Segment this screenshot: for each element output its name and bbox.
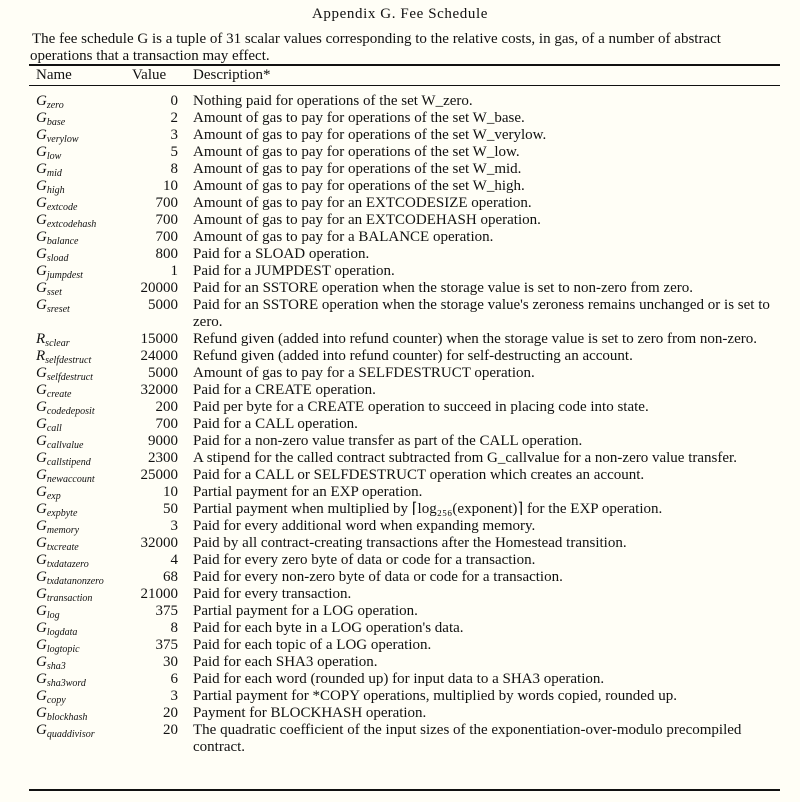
fee-symbol: G [36,620,47,636]
table-row [29,484,780,501]
table-row [29,671,780,688]
fee-subscript: log [46,610,60,621]
table-row [29,416,780,433]
fee-description: Nothing paid for operations of the set W_zero. [193,93,473,109]
fee-name [36,297,70,318]
fee-subscript: txcreate [46,542,79,553]
fee-subscript: verylow [46,134,79,145]
fee-symbol: G [36,671,47,687]
fee-value: 32000 [140,535,178,551]
table-row [29,246,780,263]
table-header-rule [29,85,780,86]
intro-paragraph: The fee schedule G is a tuple of 31 scalar values corresponding to the relative costs, in gas, of a number of abstract operations that a transaction may effect. [30,31,721,64]
fee-value: 700 [155,229,178,245]
table-row [29,229,780,246]
table-row [29,263,780,280]
fee-subscript: base [46,117,66,128]
table-row [29,501,780,518]
fee-subscript: copy [46,695,66,706]
table-row [29,178,780,195]
fee-value: 8 [170,620,178,636]
fee-subscript: callstipend [46,457,91,468]
fee-description: Paid for a CALL operation. [193,416,358,432]
fee-symbol: G [36,586,47,602]
table-row [29,467,780,484]
fee-symbol: G [36,722,47,738]
fee-value: 21000 [140,586,178,602]
fee-symbol: G [36,450,47,466]
fee-subscript: selfdestruct [46,372,93,383]
fee-symbol: G [36,212,47,228]
table-bottom-rule [29,789,780,791]
fee-subscript: newaccount [46,474,95,485]
table-row [29,518,780,535]
fee-table-body [29,93,780,756]
fee-value: 32000 [140,382,178,398]
fee-subscript: extcodehash [46,219,97,230]
fee-value: 5 [170,144,178,160]
fee-description: Paid for each byte in a LOG operation's data. [193,620,464,636]
fee-symbol: G [36,144,47,160]
fee-value: 3 [170,127,178,143]
table-row [29,586,780,603]
fee-value: 375 [155,637,178,653]
fee-value: 50 [163,501,178,517]
fee-description: Paid for a SLOAD operation. [193,246,370,262]
fee-symbol: G [36,705,47,721]
table-row [29,348,780,365]
fee-value: 200 [155,399,178,415]
fee-subscript: sload [46,253,69,264]
fee-symbol: G [36,416,47,432]
fee-subscript: low [46,151,62,162]
fee-description: Paid for an SSTORE operation when the storage value is set to non-zero from zero. [193,280,694,296]
fee-subscript: sreset [46,304,70,315]
table-row [29,552,780,569]
table-row [29,212,780,229]
table-row [29,450,780,467]
fee-description: Partial payment for *COPY operations, multiplied by words copied, rounded up. [193,688,677,704]
table-row [29,144,780,161]
fee-value: 375 [155,603,178,619]
fee-subscript: quaddivisor [46,729,95,740]
fee-subscript: transaction [46,593,93,604]
table-row [29,161,780,178]
fee-description: The quadratic coefficient of the input sizes of the exponentiation-over-modulo precompiled contract. [193,722,742,755]
table-row [29,127,780,144]
fee-subscript: balance [46,236,79,247]
fee-subscript: create [46,389,72,400]
fee-subscript: exp [46,491,61,502]
fee-description: Amount of gas to pay for a BALANCE operation. [193,229,494,245]
fee-description: Partial payment for an EXP operation. [193,484,423,500]
fee-description: Payment for BLOCKHASH operation. [193,705,427,721]
table-row [29,705,780,722]
section-heading: Appendix G. Fee Schedule [311,6,489,22]
fee-symbol: G [36,178,47,194]
fee-subscript: logtopic [46,644,80,655]
fee-description: Paid per byte for a CREATE operation to succeed in placing code into state. [193,399,649,415]
fee-symbol: G [36,280,47,296]
table-row [29,382,780,399]
fee-value: 68 [163,569,178,585]
fee-value: 15000 [140,331,178,347]
fee-subscript: selfdestruct [45,355,92,366]
fee-description: Partial payment for a LOG operation. [193,603,418,619]
fee-description: Amount of gas to pay for operations of the set W_high. [193,178,525,194]
table-row [29,195,780,212]
fee-subscript: txdatazero [46,559,89,570]
fee-symbol: G [36,518,47,534]
header-value: Value [132,67,167,83]
fee-description: Paid for a JUMPDEST operation. [193,263,395,279]
fee-value: 24000 [140,348,178,364]
fee-value: 9000 [148,433,178,449]
table-row [29,688,780,705]
fee-subscript: call [46,423,62,434]
fee-symbol: G [36,501,47,517]
table-row [29,93,780,110]
fee-value: 1 [170,263,178,279]
fee-symbol: R [36,331,46,347]
fee-symbol: G [36,93,47,109]
fee-value: 25000 [140,467,178,483]
fee-description: Paid for each word (rounded up) for input data to a SHA3 operation. [193,671,605,687]
fee-description: Amount of gas to pay for operations of the set W_low. [193,144,520,160]
fee-value: 5000 [148,365,178,381]
fee-subscript: txdatanonzero [46,576,104,587]
fee-symbol: G [36,365,47,381]
fee-subscript: codedeposit [46,406,95,417]
fee-description: Paid by all contract-creating transactions after the Homestead transition. [193,535,627,551]
fee-subscript: sset [46,287,62,298]
fee-value: 6 [170,671,178,687]
fee-description: Paid for every non-zero byte of data or code for a transaction. [193,569,563,585]
fee-subscript: sha3word [46,678,86,689]
fee-subscript: sclear [45,338,70,349]
fee-value: 5000 [148,297,178,313]
fee-subscript: mid [46,168,62,179]
fee-value: 30 [163,654,178,670]
fee-description: Paid for an SSTORE operation when the storage value's zeroness remains unchanged or is set to zero. [193,297,770,330]
fee-value: 20 [163,722,178,738]
fee-description: Paid for each SHA3 operation. [193,654,378,670]
fee-symbol: G [36,535,47,551]
table-row [29,280,780,297]
fee-symbol: G [36,433,47,449]
fee-description: Amount of gas to pay for an EXTCODEHASH operation. [193,212,541,228]
fee-value: 700 [155,416,178,432]
fee-subscript: sha3 [46,661,66,672]
fee-name [36,722,95,743]
fee-description: Amount of gas to pay for operations of the set W_base. [193,110,525,126]
fee-value: 0 [170,93,178,109]
fee-value: 4 [170,552,178,568]
table-row [29,654,780,671]
fee-symbol: G [36,399,47,415]
table-row [29,110,780,127]
table-row [29,297,780,331]
fee-symbol: G [36,603,47,619]
fee-subscript: logdata [46,627,78,638]
fee-description: Paid for every additional word when expanding memory. [193,518,536,534]
table-row [29,433,780,450]
fee-subscript: blockhash [46,712,88,723]
fee-symbol: G [36,297,47,313]
fee-symbol: G [36,382,47,398]
fee-value: 2300 [148,450,178,466]
fee-value: 10 [163,484,178,500]
header-description: Description* [193,67,271,83]
fee-symbol: G [36,552,47,568]
fee-symbol: G [36,263,47,279]
fee-value: 10 [163,178,178,194]
fee-symbol: G [36,229,47,245]
table-row [29,331,780,348]
fee-description: Paid for a non-zero value transfer as part of the CALL operation. [193,433,583,449]
table-row [29,399,780,416]
fee-subscript: callvalue [46,440,84,451]
fee-symbol: G [36,127,47,143]
fee-symbol: G [36,569,47,585]
fee-value: 20000 [140,280,178,296]
fee-description: Paid for every zero byte of data or code for a transaction. [193,552,536,568]
fee-description: Paid for every transaction. [193,586,352,602]
fee-value: 700 [155,195,178,211]
fee-description: Amount of gas to pay for operations of the set W_mid. [193,161,522,177]
table-row [29,722,780,756]
fee-subscript: expbyte [46,508,78,519]
table-row [29,637,780,654]
table-row [29,620,780,637]
fee-symbol: G [36,246,47,262]
table-row [29,569,780,586]
fee-description: Partial payment when multiplied by ⌈log₂₅₆(exponent)⌉ for the EXP operation. [193,501,663,517]
fee-symbol: G [36,161,47,177]
fee-subscript: extcode [46,202,78,213]
fee-description: Amount of gas to pay for a SELFDESTRUCT operation. [193,365,535,381]
fee-symbol: G [36,484,47,500]
table-top-rule [29,64,780,66]
fee-value: 8 [170,161,178,177]
fee-value: 3 [170,518,178,534]
fee-symbol: G [36,195,47,211]
fee-description: A stipend for the called contract subtracted from G_callvalue for a non-zero value transfer. [193,450,737,466]
fee-value: 20 [163,705,178,721]
fee-symbol: G [36,467,47,483]
fee-symbol: G [36,637,47,653]
fee-description: Refund given (added into refund counter) for self-destructing an account. [193,348,633,364]
fee-description: Amount of gas to pay for an EXTCODESIZE operation. [193,195,532,211]
table-header [29,67,780,85]
table-row [29,535,780,552]
fee-subscript: zero [46,100,64,111]
fee-value: 700 [155,212,178,228]
fee-value: 2 [170,110,178,126]
fee-symbol: G [36,688,47,704]
fee-symbol: G [36,110,47,126]
fee-value: 3 [170,688,178,704]
header-name: Name [36,67,72,83]
fee-value: 800 [155,246,178,262]
fee-symbol: R [36,348,46,364]
fee-description: Refund given (added into refund counter) when the storage value is set to zero from non-zero. [193,331,757,347]
fee-subscript: jumpdest [46,270,83,281]
fee-description: Amount of gas to pay for operations of the set W_verylow. [193,127,547,143]
table-row [29,365,780,382]
fee-subscript: high [46,185,65,196]
table-row [29,603,780,620]
fee-description: Paid for a CREATE operation. [193,382,376,398]
fee-symbol: G [36,654,47,670]
fee-description: Paid for each topic of a LOG operation. [193,637,432,653]
fee-subscript: memory [46,525,80,536]
fee-description: Paid for a CALL or SELFDESTRUCT operation which creates an account. [193,467,645,483]
